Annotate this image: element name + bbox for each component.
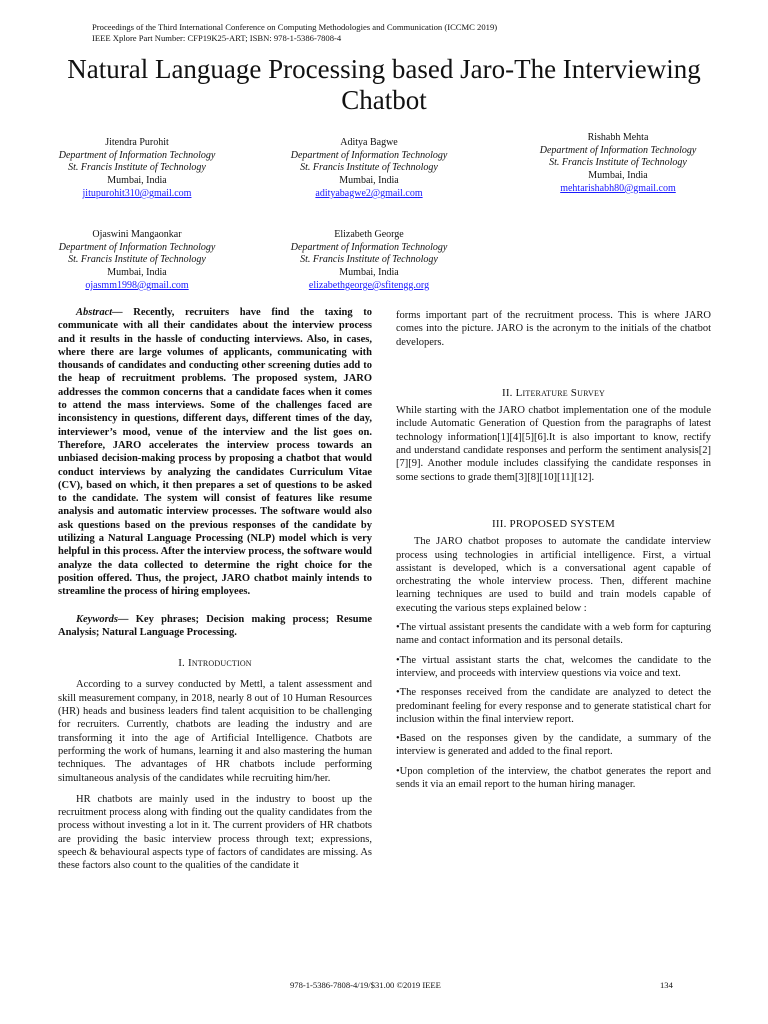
author-block — [259, 229, 479, 293]
section-heading-proposed-system: III. PROPOSED SYSTEM — [492, 517, 615, 530]
author-dept: Department of Information Technology — [58, 149, 216, 161]
author-email-link[interactable]: jitupurohit310@gmail.com — [82, 187, 192, 199]
author-email-link[interactable]: mehtarishabh80@gmail.com — [560, 182, 676, 194]
author-block — [259, 137, 479, 201]
keywords — [58, 613, 372, 640]
section-heading-literature-survey: II. Literature Survey — [501, 386, 606, 399]
proposed-bullet: •Based on the responses given by the candidate, a summary of the interview is generated and added to the final report. — [396, 733, 711, 758]
author-block — [27, 137, 247, 201]
header-line-1: Proceedings of the Third International Conference on Computing Methodologies and Communication (ICCMC 2019) — [92, 22, 498, 32]
proposed-bullet: •Upon completion of the interview, the chatbot generates the report and sends it via an email report to the human hiring manager. — [396, 765, 711, 791]
author-block — [508, 132, 728, 196]
author-dept: Department of Information Technology — [58, 241, 216, 253]
keywords-text: Key phrases; Decision making process; Resume Analysis; Natural Language Processing. — [58, 613, 372, 638]
author-city: Mumbai, India — [339, 175, 399, 187]
keywords-label: Keywords— — [76, 613, 129, 625]
author-city: Mumbai, India — [588, 170, 648, 182]
author-email-link[interactable]: elizabethgeorge@sfitengg.org — [308, 279, 430, 291]
author-dept: Department of Information Technology — [290, 149, 448, 161]
proceedings-header — [92, 22, 712, 44]
author-institute: St. Francis Institute of Technology — [300, 162, 438, 174]
author-institute: St. Francis Institute of Technology — [68, 254, 206, 266]
author-dept: Department of Information Technology — [539, 144, 697, 156]
author-name: Aditya Bagwe — [340, 137, 398, 148]
author-block — [27, 229, 247, 293]
author-email-link[interactable]: adityabagwe2@gmail.com — [315, 187, 423, 199]
proposed-bullet: •The virtual assistant presents the candidate with a web form for capturing name and contact information and its personal details. — [396, 622, 711, 647]
header-line-2: IEEE Xplore Part Number: CFP19K25-ART; ISBN: 978-1-5386-7808-4 — [92, 33, 342, 43]
footer-copyright: 978-1-5386-7808-4/19/$31.00 ©2019 IEEE — [290, 980, 441, 990]
abstract — [58, 306, 372, 599]
left-column — [58, 306, 372, 873]
author-name: Elizabeth George — [334, 229, 404, 240]
proposed-paragraph: The JARO chatbot proposes to automate the candidate interview process using technologies in artificial intelligence. First, a virtual assistant is developed, which is a conversational agent capable of orchestrating the whole interview process. Then, different machine learning techniques are used to build and train models capable of executing the various steps explained below : — [396, 536, 711, 614]
author-institute: St. Francis Institute of Technology — [300, 254, 438, 266]
author-name: Jitendra Purohit — [105, 137, 169, 148]
abstract-label: Abstract— — [76, 307, 123, 318]
intro-paragraph-1: According to a survey conducted by Mettl, a talent assessment and skill measurement company, in 2018, nearly 8 out of 10 Human Resources (HR) heads and business leaders find talent acquisition to be challenging for recruiters. Currently, chatbots are leading the industry and are transforming it into the age of Artificial Intelligence. Chatbots are performing the work of humans, learning it and also mastering the human techniques. The advantages of HR chatbots include performing simultaneous analysis of the candidates while recruiting him/her. — [58, 679, 372, 784]
abstract-text: Recently, recruiters have find the taxing to communicate with all their candidates about the interview process and it results in the hassle of conducting interviews. Also, in cases, where there are large volumes of applicants, communicating with thousands of candidates and conducting other screening duties add to the heap of recruitment problems. The proposed system, JARO addresses the common concerns that a candidate faces when it comes to attend the mass interviews. Some of the challenges faced are inconsistency in questions, different days, different times of the day, interviewer’s mood, venue of the interview and the list goes on. Therefore, JARO accelerates the interview process towards an unbiased decision-making process by proposing a chatbot that would conduct interviews by analyzing the candidates Curriculum Vitae (CV), based on which, it then prepares a set of questions to be asked to the candidate. The system will consist of features like resume analysis and automatic interview processes. The software would also ask questions based on the previous responses of the candidate by utilizing a Natural Language Processing (NLP) model which is very helpful in this process. After the interview process, the software would analyze the data collected to determine the right choice for the position offered. Thus, the project, JARO chatbot mainly intends to streamline the process of hiring employees. — [58, 307, 372, 598]
literature-paragraph: While starting with the JARO chatbot implementation one of the module include Automatic Generation of Question from the paragraphs of latest technology information[1][4][5][6].It is also important to know, rectify and understand candidate responses and perform the sentiment analysis[2][7][9]. Another module includes classifying the candidate responses in some sections to grade them[3][8][10][11][12]. — [396, 405, 711, 483]
proposed-bullet: •The virtual assistant starts the chat, welcomes the candidate to the interview, and proceeds with interview questions via voice and text. — [396, 654, 711, 679]
intro-paragraph-continued: forms important part of the recruitment process. This is where JARO comes into the picture. JARO is the acronym to the initials of the chatbot developers. — [396, 310, 711, 348]
author-name: Ojaswini Mangaonkar — [92, 229, 182, 240]
paper-title: Natural Language Processing based Jaro-The Interviewing Chatbot — [67, 54, 701, 115]
author-dept: Department of Information Technology — [290, 241, 448, 253]
author-city: Mumbai, India — [107, 267, 167, 279]
author-institute: St. Francis Institute of Technology — [68, 162, 206, 174]
section-heading-introduction: I. Introduction — [178, 657, 252, 670]
proposed-bullet: •The responses received from the candidate are analyzed to detect the predominant feeling for every response and to generate statistical chart for inclusion within the final interview report. — [396, 687, 711, 725]
author-city: Mumbai, India — [107, 175, 167, 187]
author-name: Rishabh Mehta — [587, 132, 649, 143]
page-number: 134 — [660, 980, 673, 990]
right-column — [396, 309, 711, 791]
author-institute: St. Francis Institute of Technology — [549, 157, 687, 169]
author-email-link[interactable]: ojasmm1998@gmail.com — [85, 279, 189, 291]
intro-paragraph-2: HR chatbots are mainly used in the industry to boost up the recruitment process along with finding out the quality candidates from the process without investing a lot in it. The current providers of HR chatbots are providing the basic interview process through text; expressions, speech & behavioural aspects type of factors of candidates are missing. As these factors also count to the qualities of the candidate it — [58, 793, 372, 872]
author-city: Mumbai, India — [339, 267, 399, 279]
